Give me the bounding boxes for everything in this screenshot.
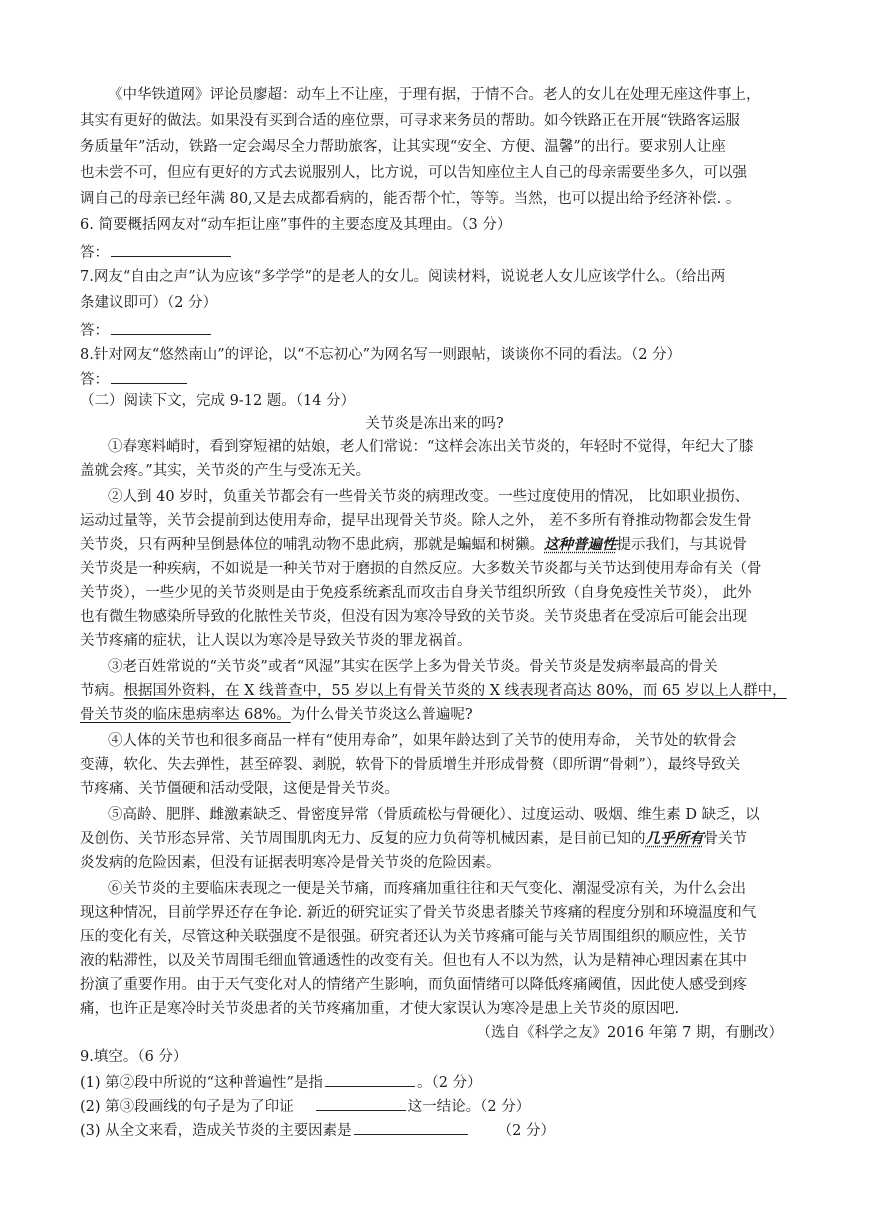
question-6: 6. 简要概括网友对“动车拒让座”事件的主要态度及其理由。（3 分）: [80, 217, 512, 233]
answer-9-1-blank[interactable]: [325, 1070, 415, 1087]
article-title: 关节炎是冻出来的吗?: [365, 416, 504, 432]
answer-7-blank[interactable]: [111, 318, 211, 335]
answer-6-row: [80, 240, 792, 264]
question-9-2-points: 这一结论。（2 分）: [407, 1099, 531, 1115]
answer-6-blank[interactable]: [111, 240, 231, 257]
answer-8-row: [80, 367, 792, 391]
p3-line-1: ③老百姓常说的“关节炎”或者“风湿”其实在医学上多为骨关节炎。骨关节炎是发病率最高的骨关: [108, 659, 718, 675]
question-9-3: [80, 1118, 792, 1142]
p5-line-2: [80, 828, 792, 850]
p5-line-3: 炎发病的危险因素，但没有证据表明寒冷是骨关节炎的危险因素。: [80, 855, 501, 871]
question-9: 9.填空。（6 分）: [80, 1049, 188, 1065]
answer-9-3-blank[interactable]: [354, 1118, 468, 1135]
answer-8-blank[interactable]: [111, 367, 187, 384]
p4-line-1: ④人体的关节也和很多商品一样有“使用寿命”，如果年龄达到了关节的使用寿命， 关节处的软骨会: [108, 733, 737, 749]
answer-label: 答：: [80, 323, 109, 339]
p6-line-3: 压的变化有关，尽管这种关联强度不是很强。研究者还认为关节疼痛可能与关节周围组织的顺应性，关节: [80, 929, 747, 945]
question-8: 8.针对网友“悠然南山”的评论，以“不忘初心”为网名写一则跟帖，谈谈你不同的看法。（2 分）: [80, 347, 682, 363]
answer-7-row: [80, 318, 792, 342]
intro-line-1: 《中华铁道网》评论员廖超：动车上不让座，于理有据，于情不合。老人的女儿在处理无座这件事上，: [108, 87, 761, 103]
p6-line-5: 扮演了重要作用。由于天气变化对人的情绪产生影响，而负面情绪可以降低疼痛阈值，因此使人感受到疼: [80, 977, 747, 993]
question-7-line-1: 7.网友“自由之声”认为应该“多学学”的是老人的女儿。阅读材料，说说老人女儿应该学什么。（给出两: [80, 269, 726, 285]
question-9-1: [80, 1070, 792, 1094]
underlined-sentence-end: 骨关节炎的临床患病率达 68%。: [80, 707, 291, 723]
question-9-3-text: (3) 从全文来看，造成关节炎的主要因素是: [80, 1123, 352, 1139]
p2-line-6: 也有微生物感染所导致的化脓性关节炎，但没有因为寒冷导致的关节炎。关节炎患者在受凉后可能会出现: [80, 609, 747, 625]
question-9-2: [80, 1094, 792, 1118]
p6-line-4: 液的粘滞性，以及关节周围毛细血管通透性的改变有关。但也有人不以为然，认为是精神心理因素在其中: [80, 953, 747, 969]
p6-line-6: 痛，也许正是寒冷时关节炎患者的关节疼痛加重，才使大家误认为寒冷是患上关节炎的原因吧.: [80, 1001, 680, 1017]
answer-label: 答：: [80, 245, 109, 261]
p5-line-1: ⑤高龄、肥胖、雌激素缺乏、骨密度异常（骨质疏松与骨硬化）、过度运动、吸烟、维生素 D 缺乏，以: [108, 807, 760, 823]
answer-label: 答：: [80, 372, 109, 388]
p5-line-2-text: 及创伤、关节形态异常、关节周围肌肉无力、反复的应力负荷等机械因素，是目前已知的: [80, 831, 646, 847]
p4-line-2: 变薄，软化、失去弹性，甚至碎裂、剥脱，软骨下的骨质增生并形成骨赘（即所谓“骨刺”），最终导致关: [80, 757, 741, 773]
intro-line-3: 务质量年”活动，铁路一定会竭尽全力帮助旅客，让其实现“安全、方便、温馨”的出行。要求别人让座: [80, 139, 726, 155]
question-7-line-2: 条建议即可）（2 分）: [80, 295, 218, 311]
section-2-heading: （二）阅读下文，完成 9-12 题。（14 分）: [80, 393, 356, 409]
p4-line-3: 节疼痛、关节僵硬和活动受限，这便是骨关节炎。: [80, 781, 399, 797]
p2-line-1: ②人到 40 岁时，负重关节都会有一些骨关节炎的病理改变。一些过度使用的情况， 比如职业损伤、: [108, 489, 750, 505]
intro-line-5: 调自己的母亲已经年满 80,又是去成都看病的，能否帮个忙，等等。当然，也可以提出给予经济补偿. 。: [80, 191, 741, 207]
p3-line-2-text: 节病。: [80, 683, 124, 699]
emphasized-phrase: 这种普遍性: [544, 536, 617, 553]
intro-line-2: 其实有更好的做法。如果没有买到合适的座位票，可寻求来务员的帮助。如今铁路正在开展“铁路客运服: [80, 113, 740, 129]
p5-line-2-text-end: 骨关节: [703, 831, 747, 847]
question-9-3-points: （2 分）: [497, 1123, 555, 1139]
p3-line-3-text: 为什么骨关节炎这么普遍呢?: [290, 707, 473, 723]
p2-line-3: [80, 534, 792, 556]
question-9-1-text: (1) 第②段中所说的“这种普遍性”是指: [80, 1075, 323, 1091]
p6-line-1: ⑥关节炎的主要临床表现之一便是关节痛，而疼痛加重往往和天气变化、潮湿受凉有关，为什么会出: [108, 881, 746, 897]
p1-line-1: ①春寒料峭时，看到穿短裙的姑娘，老人们常说：“这样会冻出关节炎的，年轻时不觉得，年纪大了膝: [108, 439, 754, 455]
p3-line-2: [80, 680, 792, 702]
emphasized-phrase: 几乎所有: [645, 830, 704, 847]
p2-line-4: 关节炎是一种疾病，不如说是一种关节对于磨损的自然反应。大多数关节炎都与关节达到使用寿命有关（骨: [80, 561, 762, 577]
p2-line-7: 关节疼痛的症状，让人误以为寒冷是导致关节炎的罪龙祸首。: [80, 633, 472, 649]
question-9-1-points: 。（2 分）: [416, 1075, 482, 1091]
intro-line-4: 也未尝不可，但应有更好的方式去说服别人，比方说，可以告知座位主人自己的母亲需要坐多久，可以强: [80, 165, 747, 181]
p2-line-3-text: 关节炎，只有两种呈倒悬体位的哺乳动物不患此病，那就是蝙蝠和树獭。: [80, 537, 544, 553]
underlined-sentence: 根据国外资料，在 X 线普查中，55 岁以上有骨关节炎的 X 线表现者高达 80%，而 65 岁以上人群中，: [123, 683, 787, 699]
question-9-2-text: (2) 第③段画线的句子是为了印证: [80, 1099, 294, 1115]
p2-line-5: 关节炎），一些少见的关节炎则是由于免疫系统紊乱而攻击自身关节组织所致（自身免疫性关节炎）， 此外: [80, 585, 752, 601]
p2-line-3-text-end: 提示我们，与其说骨: [616, 537, 747, 553]
p6-line-2: 现这种情况，目前学界还存在争论. 新近的研究证实了骨关节炎患者膝关节疼痛的程度分别和环境温度和气: [80, 905, 757, 921]
p1-line-2: 盖就会疼。”其实，关节炎的产生与受冻无关。: [80, 463, 371, 479]
answer-9-2-blank[interactable]: [316, 1094, 406, 1111]
p2-line-2: 运动过量等，关节会提前到达使用寿命，提早出现骨关节炎。除人之外， 差不多所有脊推动物都会发生骨: [80, 513, 752, 529]
p3-line-3: [80, 704, 792, 726]
source-citation: （选自《科学之友》2016 年第 7 期，有删改）: [476, 1025, 783, 1041]
